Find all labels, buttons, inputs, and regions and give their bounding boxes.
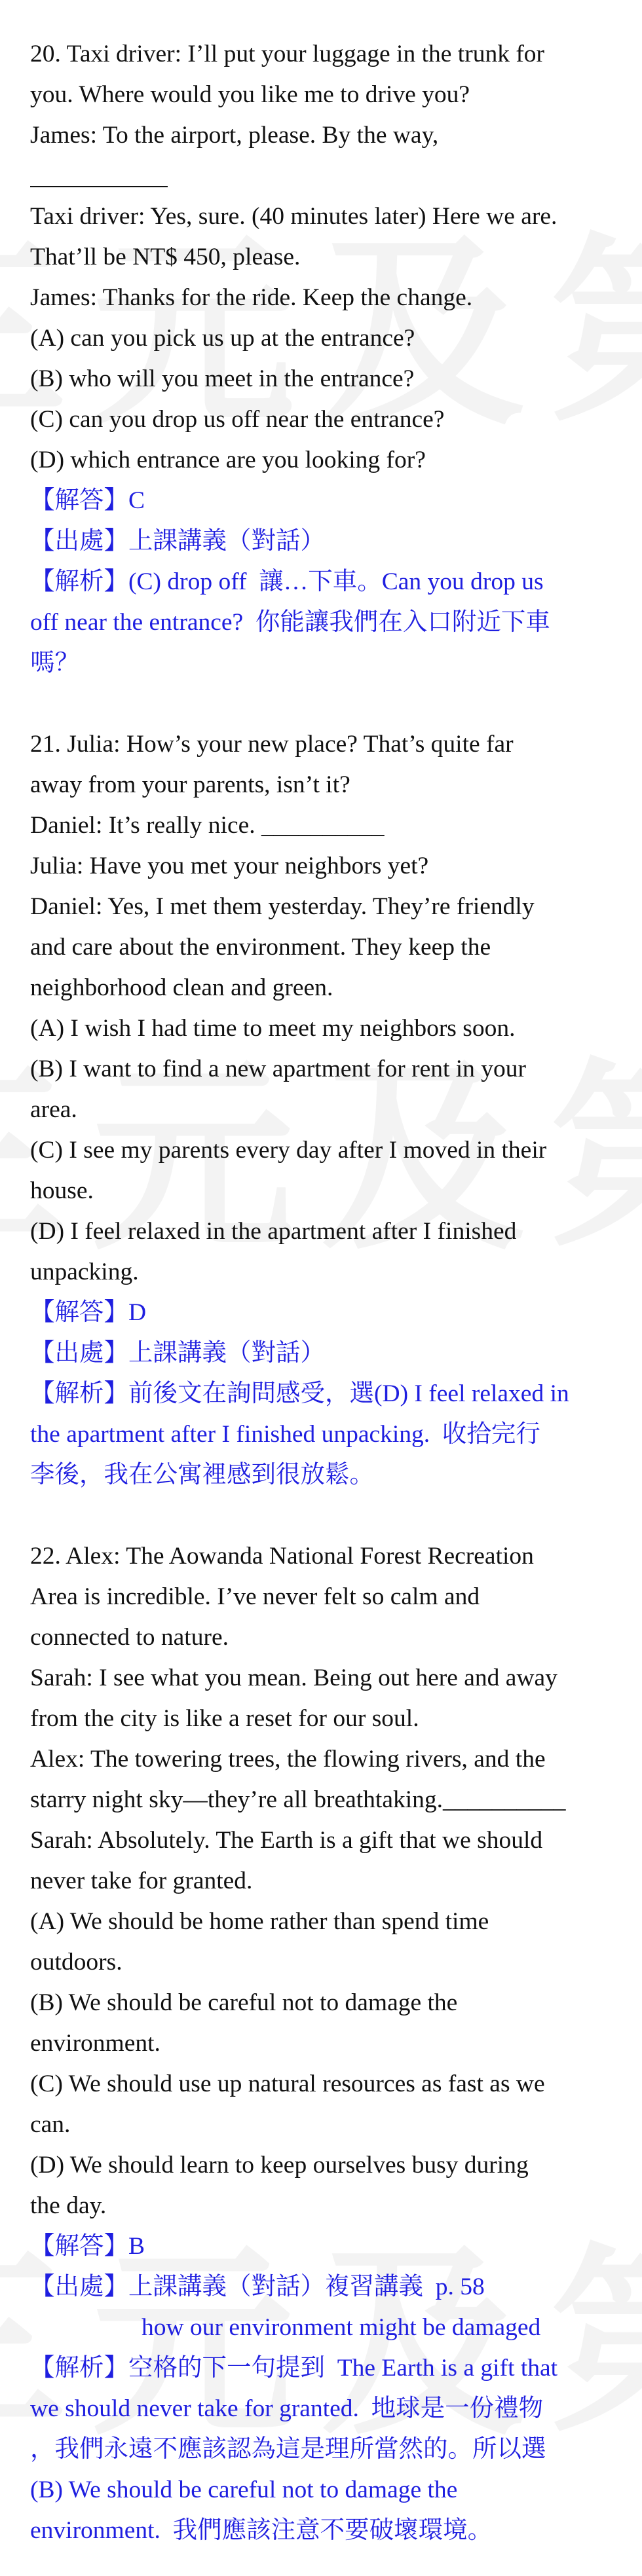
option-b: area. bbox=[30, 1096, 77, 1123]
question-line: Sarah: I see what you mean. Being out here and away bbox=[30, 1665, 557, 1691]
option-a: (A) can you pick us up at the entrance? bbox=[30, 325, 415, 352]
option-c: (C) We should use up natural resources as fast as we bbox=[30, 2070, 545, 2097]
option-a: outdoors. bbox=[30, 1949, 123, 1976]
question-line: Area is incredible. I’ve never felt so calm and bbox=[30, 1583, 480, 1610]
explanation-line: ，我們永遠不應該認為這是理所當然的。所以選 bbox=[30, 2436, 546, 2463]
explanation-line: 嗎？ bbox=[30, 650, 79, 676]
question-21 bbox=[30, 724, 620, 1496]
option-a: (A) We should be home rather than spend time bbox=[30, 1908, 489, 1935]
source-line: 【出處】上課講義（對話） bbox=[30, 528, 325, 555]
source-line: 【出處】上課講義（對話） bbox=[30, 1340, 325, 1367]
option-b: (B) We should be careful not to damage the bbox=[30, 1989, 458, 2016]
option-b: (B) I want to find a new apartment for rent in your bbox=[30, 1056, 527, 1082]
question-line: away from your parents, isn’t it? bbox=[30, 771, 350, 798]
question-line: 21. Julia: How’s your new place? That’s quite far bbox=[30, 731, 514, 758]
explanation-line: environment. 我們應該注意不要破壞環境。 bbox=[30, 2517, 493, 2544]
option-c: can. bbox=[30, 2111, 71, 2138]
question-line: and care about the environment. They keep the bbox=[30, 934, 491, 961]
question-line: That’ll be NT$ 450, please. bbox=[30, 244, 301, 270]
question-line: starry night sky—they’re all breathtaking.__________ bbox=[30, 1786, 566, 1813]
question-line: Daniel: It’s really nice. __________ bbox=[30, 812, 385, 839]
option-d: (D) We should learn to keep ourselves busy during bbox=[30, 2152, 529, 2179]
explanation-line: 【解析】(C) drop off 讓…下車。Can you drop us bbox=[30, 568, 544, 595]
source-line: 【出處】上課講義（對話）複習講義 p. 58 bbox=[30, 2273, 485, 2300]
question-line: Julia: Have you met your neighbors yet? bbox=[30, 853, 429, 879]
question-line: James: To the airport, please. By the way, bbox=[30, 122, 439, 149]
question-line: you. Where would you like me to drive you? bbox=[30, 81, 470, 108]
question-line: Daniel: Yes, I met them yesterday. They’re friendly bbox=[30, 893, 535, 920]
answer-blank bbox=[30, 156, 620, 196]
source-line: how our environment might be damaged bbox=[142, 2314, 541, 2341]
option-c: (C) can you drop us off near the entrance? bbox=[30, 406, 445, 433]
option-b: environment. bbox=[30, 2030, 160, 2057]
answer-line: 【解答】C bbox=[30, 487, 145, 514]
option-d: unpacking. bbox=[30, 1259, 139, 1285]
question-line: Sarah: Absolutely. The Earth is a gift that we should bbox=[30, 1827, 543, 1854]
question-22 bbox=[30, 1536, 620, 2551]
document-body bbox=[30, 34, 620, 2551]
question-line: Taxi driver: Yes, sure. (40 minutes later) Here we are. bbox=[30, 203, 557, 230]
question-line: 20. Taxi driver: I’ll put your luggage in the trunk for bbox=[30, 41, 545, 67]
explanation-line: 【解析】空格的下一句提到 The Earth is a gift that bbox=[30, 2355, 558, 2382]
answer-line: 【解答】B bbox=[30, 2233, 145, 2260]
option-b: (B) who will you meet in the entrance? bbox=[30, 365, 415, 392]
question-line: James: Thanks for the ride. Keep the change. bbox=[30, 284, 473, 311]
explanation-line: 李後，我在公寓裡感到很放鬆。 bbox=[30, 1462, 374, 1488]
explanation-line: (B) We should be careful not to damage the bbox=[30, 2476, 458, 2503]
option-c: house. bbox=[30, 1177, 94, 1204]
question-20 bbox=[30, 34, 620, 684]
question-line: Alex: The towering trees, the flowing rivers, and the bbox=[30, 1746, 546, 1773]
explanation-line: off near the entrance? 你能讓我們在入口附近下車 bbox=[30, 609, 550, 636]
explanation-line: the apartment after I finished unpacking. 收拾完行 bbox=[30, 1421, 540, 1448]
option-d: the day. bbox=[30, 2192, 107, 2219]
question-line: never take for granted. bbox=[30, 1868, 253, 1894]
question-line: from the city is like a reset for our soul. bbox=[30, 1705, 419, 1732]
option-d: (D) I feel relaxed in the apartment after I finished bbox=[30, 1218, 517, 1245]
question-line: connected to nature. bbox=[30, 1624, 229, 1651]
explanation-line: 【解析】前後文在詢問感受，選(D) I feel relaxed in bbox=[30, 1380, 569, 1407]
option-a: (A) I wish I had time to meet my neighbors soon. bbox=[30, 1015, 516, 1042]
explanation-line: we should never take for granted. 地球是一份禮物 bbox=[30, 2395, 544, 2422]
answer-line: 【解答】D bbox=[30, 1299, 147, 1326]
question-line: neighborhood clean and green. bbox=[30, 974, 333, 1001]
option-d: (D) which entrance are you looking for? bbox=[30, 447, 426, 473]
question-line: 22. Alex: The Aowanda National Forest Recreation bbox=[30, 1543, 534, 1570]
option-c: (C) I see my parents every day after I moved in their bbox=[30, 1137, 547, 1164]
